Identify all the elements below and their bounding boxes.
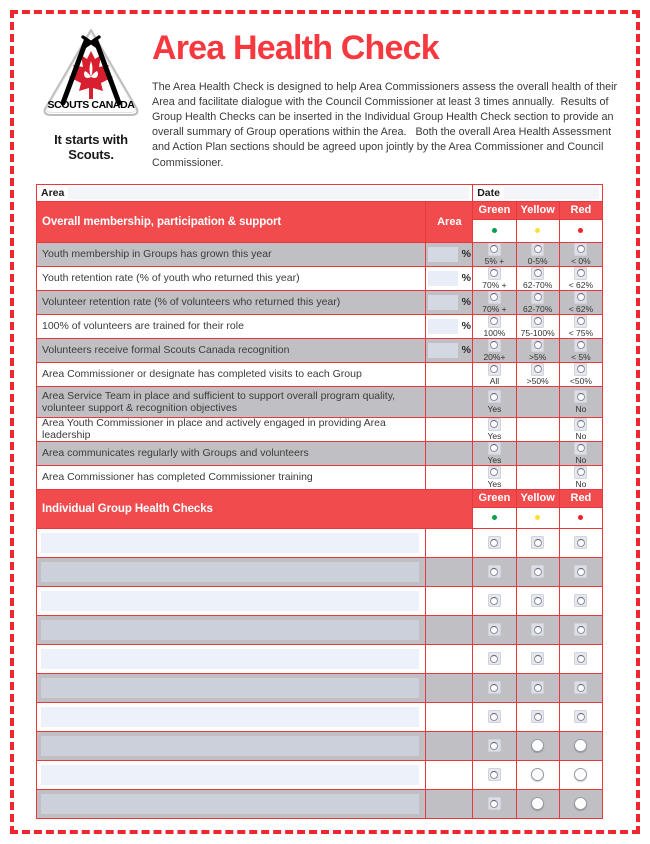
section1-header <box>37 201 602 242</box>
table-row: Area Service Team in place and sufficient to support overall program quality, volunteer support & recognition objectives Yes No <box>37 386 602 417</box>
radio-green[interactable] <box>488 363 501 376</box>
health-check-table <box>36 184 603 819</box>
radio-yellow[interactable] <box>531 681 544 694</box>
radio-red[interactable] <box>574 768 587 781</box>
table-row: 100% of volunteers are trained for their role % 100% 75-100% < 75% <box>37 314 602 338</box>
radio-green[interactable] <box>488 797 501 810</box>
group-row <box>37 615 602 644</box>
group-row <box>37 528 602 557</box>
date-input[interactable] <box>504 187 599 199</box>
radio-yellow[interactable] <box>531 565 544 578</box>
area-date-row <box>37 185 602 201</box>
area-input[interactable] <box>68 187 469 199</box>
radio-red[interactable] <box>574 243 587 256</box>
table-row: Area Youth Commissioner in place and actively engaged in providing Area leadership Yes No <box>37 417 602 441</box>
group-name-input[interactable] <box>41 620 419 640</box>
red-dot-icon <box>578 515 583 520</box>
section1-area-column-label: Area <box>425 202 472 242</box>
group-name-input[interactable] <box>41 678 419 698</box>
radio-red[interactable] <box>574 681 587 694</box>
radio-yellow[interactable] <box>531 652 544 665</box>
svg-text:SCOUTS CANADA: SCOUTS CANADA <box>47 99 135 111</box>
radio-green[interactable] <box>488 565 501 578</box>
radio-red[interactable] <box>574 652 587 665</box>
date-field-label: Date <box>477 186 500 199</box>
question-label: Youth retention rate (% of youth who returned this year) <box>42 272 300 285</box>
table-row: Volunteer retention rate (% of volunteers who returned this year) % 70% + 62-70% < 62% <box>37 290 602 314</box>
radio-yellow[interactable] <box>531 363 544 376</box>
scouts-canada-badge-icon <box>39 27 143 125</box>
radio-red[interactable] <box>574 739 587 752</box>
radio-red[interactable] <box>574 339 587 352</box>
group-row <box>37 760 602 789</box>
radio-red[interactable] <box>574 363 587 376</box>
radio-red[interactable] <box>574 442 587 455</box>
radio-red[interactable] <box>574 315 587 328</box>
radio-red[interactable] <box>574 267 587 280</box>
yellow-column-header: Yellow <box>516 490 559 528</box>
radio-yellow[interactable] <box>531 267 544 280</box>
question-label: 100% of volunteers are trained for their role <box>42 320 244 333</box>
radio-red[interactable] <box>574 418 587 431</box>
radio-yellow[interactable] <box>531 339 544 352</box>
group-name-input[interactable] <box>41 533 419 553</box>
radio-green[interactable] <box>488 243 501 256</box>
radio-green[interactable] <box>488 390 501 403</box>
radio-green[interactable] <box>488 623 501 636</box>
radio-yellow[interactable] <box>531 594 544 607</box>
radio-red[interactable] <box>574 565 587 578</box>
question-label: Volunteers receive formal Scouts Canada recognition <box>42 344 290 357</box>
radio-green[interactable] <box>488 315 501 328</box>
radio-yellow[interactable] <box>531 768 544 781</box>
radio-red[interactable] <box>574 291 587 304</box>
group-row <box>37 586 602 615</box>
section2-title: Individual Group Health Checks <box>37 490 472 528</box>
group-name-input[interactable] <box>41 736 419 756</box>
green-dot-icon <box>492 228 497 233</box>
table-row: Youth membership in Groups has grown this year % 5% + 0-5% < 0% <box>37 242 602 266</box>
green-column-header: Green <box>472 202 515 242</box>
group-row <box>37 789 602 818</box>
red-column-header: Red <box>559 490 602 528</box>
group-row <box>37 731 602 760</box>
radio-red[interactable] <box>574 710 587 723</box>
percent-input[interactable] <box>428 271 458 286</box>
radio-yellow[interactable] <box>531 739 544 752</box>
area-field-label: Area <box>41 186 65 199</box>
green-dot-icon <box>492 515 497 520</box>
section2-header <box>37 489 602 528</box>
question-label: Youth membership in Groups has grown this year <box>42 248 272 261</box>
radio-red[interactable] <box>574 797 587 810</box>
radio-yellow[interactable] <box>531 536 544 549</box>
radio-green[interactable] <box>488 291 501 304</box>
radio-green[interactable] <box>488 466 501 479</box>
scouts-canada-logo <box>36 27 146 171</box>
percent-sign: % <box>461 248 472 261</box>
percent-input[interactable] <box>428 343 458 358</box>
red-dot-icon <box>578 228 583 233</box>
question-label: Area Commissioner or designate has completed visits to each Group <box>42 368 362 381</box>
percent-input[interactable] <box>428 247 458 262</box>
group-name-input[interactable] <box>41 562 419 582</box>
table-row: Youth retention rate (% of youth who returned this year) % 70% + 62-70% < 62% <box>37 266 602 290</box>
question-label: Volunteer retention rate (% of volunteers who returned this year) <box>42 296 341 309</box>
radio-yellow[interactable] <box>531 710 544 723</box>
red-column-header: Red <box>559 202 602 242</box>
table-row: Area Commissioner or designate has completed visits to each Group All >50% <50% <box>37 362 602 386</box>
group-row <box>37 673 602 702</box>
yellow-column-header: Yellow <box>516 202 559 242</box>
group-name-input[interactable] <box>41 707 419 727</box>
group-row <box>37 644 602 673</box>
group-row <box>37 557 602 586</box>
question-label: Area communicates regularly with Groups and volunteers <box>42 447 309 460</box>
radio-yellow[interactable] <box>531 315 544 328</box>
group-row <box>37 702 602 731</box>
radio-green[interactable] <box>488 710 501 723</box>
question-label: Area Commissioner has completed Commissioner training <box>42 471 313 484</box>
radio-green[interactable] <box>488 681 501 694</box>
radio-green[interactable] <box>488 339 501 352</box>
radio-green[interactable] <box>488 536 501 549</box>
table-row: Area communicates regularly with Groups and volunteers Yes No <box>37 441 602 465</box>
group-name-input[interactable] <box>41 591 419 611</box>
radio-green[interactable] <box>488 267 501 280</box>
question-label: Area Service Team in place and sufficient to support overall program quality, volunteer support & recognition objectives <box>42 389 396 414</box>
group-name-input[interactable] <box>41 794 419 814</box>
intro-paragraph: The Area Health Check is designed to help Area Commissioners assess the overall health of their Area and facilitate dialogue with the Council Commissioner at least 3 times annually. Results of Group Health Checks can be inserted in the Individual Group Health Check section to provide an overall summary of Group operations within the Area. Both the overall Area Health Assessment and Action Plan sections should be agreed upon jointly by the Area Commissioner and Council Commissioner. <box>152 81 620 169</box>
logo-tagline: It starts with Scouts. <box>54 132 128 162</box>
radio-red[interactable] <box>574 466 587 479</box>
radio-yellow[interactable] <box>531 291 544 304</box>
radio-green[interactable] <box>488 594 501 607</box>
yellow-dot-icon <box>535 228 540 233</box>
radio-yellow[interactable] <box>531 243 544 256</box>
radio-red[interactable] <box>574 623 587 636</box>
radio-green[interactable] <box>488 739 501 752</box>
radio-green[interactable] <box>488 652 501 665</box>
table-row: Volunteers receive formal Scouts Canada recognition % 20%+ >5% < 5% <box>37 338 602 362</box>
radio-red[interactable] <box>574 594 587 607</box>
group-name-input[interactable] <box>41 765 419 785</box>
question-label: Area Youth Commissioner in place and actively engaged in providing Area leadership <box>42 417 386 442</box>
percent-input[interactable] <box>428 295 458 310</box>
radio-yellow[interactable] <box>531 623 544 636</box>
table-row: Area Commissioner has completed Commissioner training Yes No <box>37 465 602 489</box>
radio-green[interactable] <box>488 768 501 781</box>
radio-red[interactable] <box>574 390 587 403</box>
yellow-dot-icon <box>535 515 540 520</box>
page-header <box>0 0 650 171</box>
radio-green[interactable] <box>488 418 501 431</box>
radio-red[interactable] <box>574 536 587 549</box>
page-title: Area Health Check <box>152 29 439 67</box>
green-column-header: Green <box>472 490 515 528</box>
radio-green[interactable] <box>488 442 501 455</box>
percent-input[interactable] <box>428 319 458 334</box>
group-name-input[interactable] <box>41 649 419 669</box>
section1-title: Overall membership, participation & support <box>37 202 425 242</box>
radio-yellow[interactable] <box>531 797 544 810</box>
